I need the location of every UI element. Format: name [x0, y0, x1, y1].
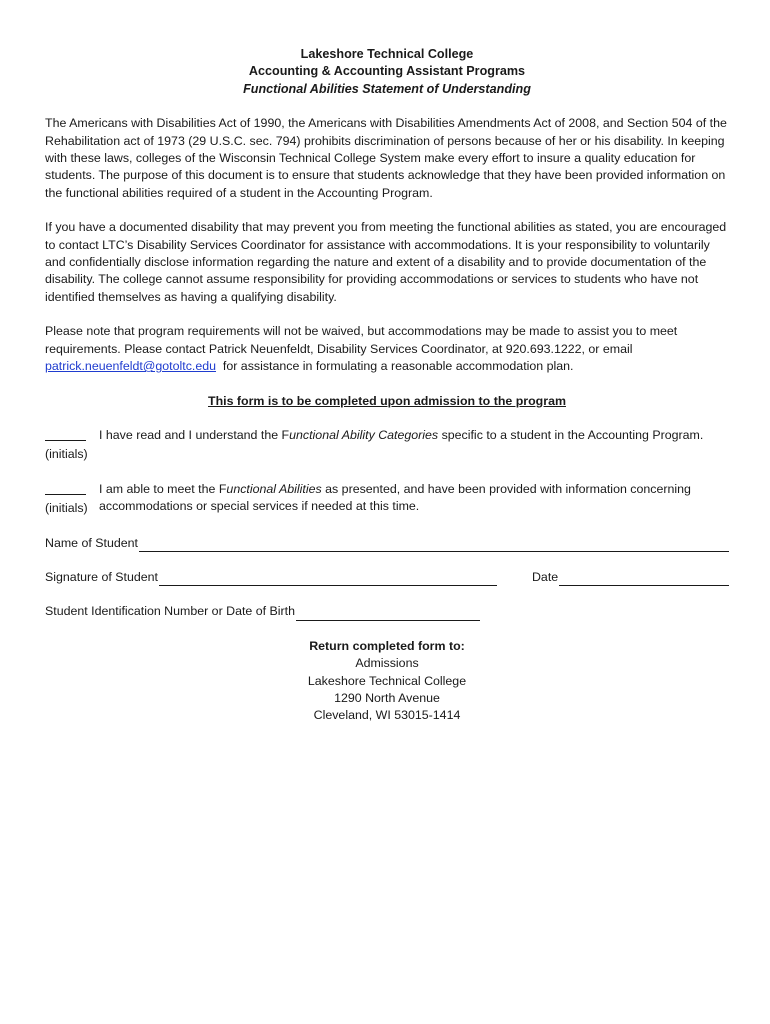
return-line-1: Admissions [355, 656, 419, 671]
acknowledgement-text [99, 481, 729, 518]
initials-column [45, 481, 99, 518]
program-name: Accounting & Accounting Assistant Programs [248, 64, 526, 79]
initials-label: (initials) [45, 501, 88, 516]
ada-paragraph: The Americans with Disabilities Act of 1990, the Americans with Disabilities Amendments Act of 2008, and Section 504 of the Rehabilitation act of 1973 (29 U.S.C. sec. 794) prohibits discrimination of persons because of her or his disability. In keeping with these laws, colleges of the Wisconsin Technical College System make every effort to insure a quality education for students. The purpose of this document is to ensure that students acknowledge that they have been provided information on the functional abilities required of a student in the Accounting Program. [45, 116, 727, 200]
initials-blank-2[interactable] [45, 481, 86, 495]
disability-paragraph: If you have a documented disability that may prevent you from meeting the functional abilities as stated, you are encouraged to contact LTC’s Disability Services Coordinator for assistance with accommodations. It is your responsibility to voluntarily and confidentially disclose information regarding the nature and extent of a disability and to provide documentation of the disability. The college cannot assume responsibility for providing accommodations or services to students who have not identified themselves as having a qualifying disability. [45, 220, 727, 304]
name-label: Name of Student [45, 535, 138, 550]
date-field[interactable] [559, 572, 729, 586]
email-link[interactable]: patrick.neuenfeldt@gotoltc.edu [45, 359, 217, 374]
return-heading: Return completed form to: [309, 638, 465, 653]
signature-field-row [45, 569, 729, 586]
initials-blank-1[interactable] [45, 427, 86, 441]
signature-label: Signature of Student [45, 569, 158, 584]
signature-field[interactable] [159, 572, 497, 586]
date-label: Date [531, 569, 559, 584]
name-field-row [45, 535, 729, 552]
name-field[interactable] [139, 538, 729, 552]
ack-text-end: specific to a student in the Accounting Program. [438, 427, 704, 442]
contact-paragraph [45, 323, 729, 375]
form-body [45, 46, 729, 725]
return-line-2: Lakeshore Technical College [307, 673, 467, 688]
id-label: Student Identification Number or Date of Birth [45, 604, 296, 619]
initials-label: (initials) [45, 447, 88, 462]
ack-text-end: as presented, and have been provided with information concerning accommodations or special services if needed at this time. [99, 481, 691, 514]
ack-text-start: I am able to meet the F [99, 481, 227, 496]
acknowledgement-text [99, 427, 729, 464]
return-line-3: 1290 North Avenue [334, 690, 440, 705]
acknowledgement-2 [45, 481, 729, 518]
contact-text: Please note that program requirements will not be waived, but accommodations may be made to assist you to meet requirements. Please contact Patrick Neuenfeldt, Disability Services Coordinator, at 920.693.1222, or email [45, 324, 678, 356]
contact-text-end: for assistance in formulating a reasonable accommodation plan. [222, 359, 574, 374]
form-title: Functional Abilities Statement of Understanding [243, 81, 531, 96]
return-address [45, 638, 729, 725]
ack-text-italic: unctional Ability Categories [289, 427, 439, 442]
id-field[interactable] [296, 607, 480, 621]
return-line-4: Cleveland, WI 53015-1414 [313, 708, 461, 723]
section-heading: This form is to be completed upon admission to the program [208, 393, 566, 408]
acknowledgement-1 [45, 427, 729, 464]
ack-text-start: I have read and I understand the F [99, 427, 290, 442]
college-name: Lakeshore Technical College [300, 47, 474, 61]
initials-column [45, 427, 99, 464]
ack-text-italic: unctional Abilities [226, 481, 322, 496]
id-field-row [45, 603, 729, 620]
